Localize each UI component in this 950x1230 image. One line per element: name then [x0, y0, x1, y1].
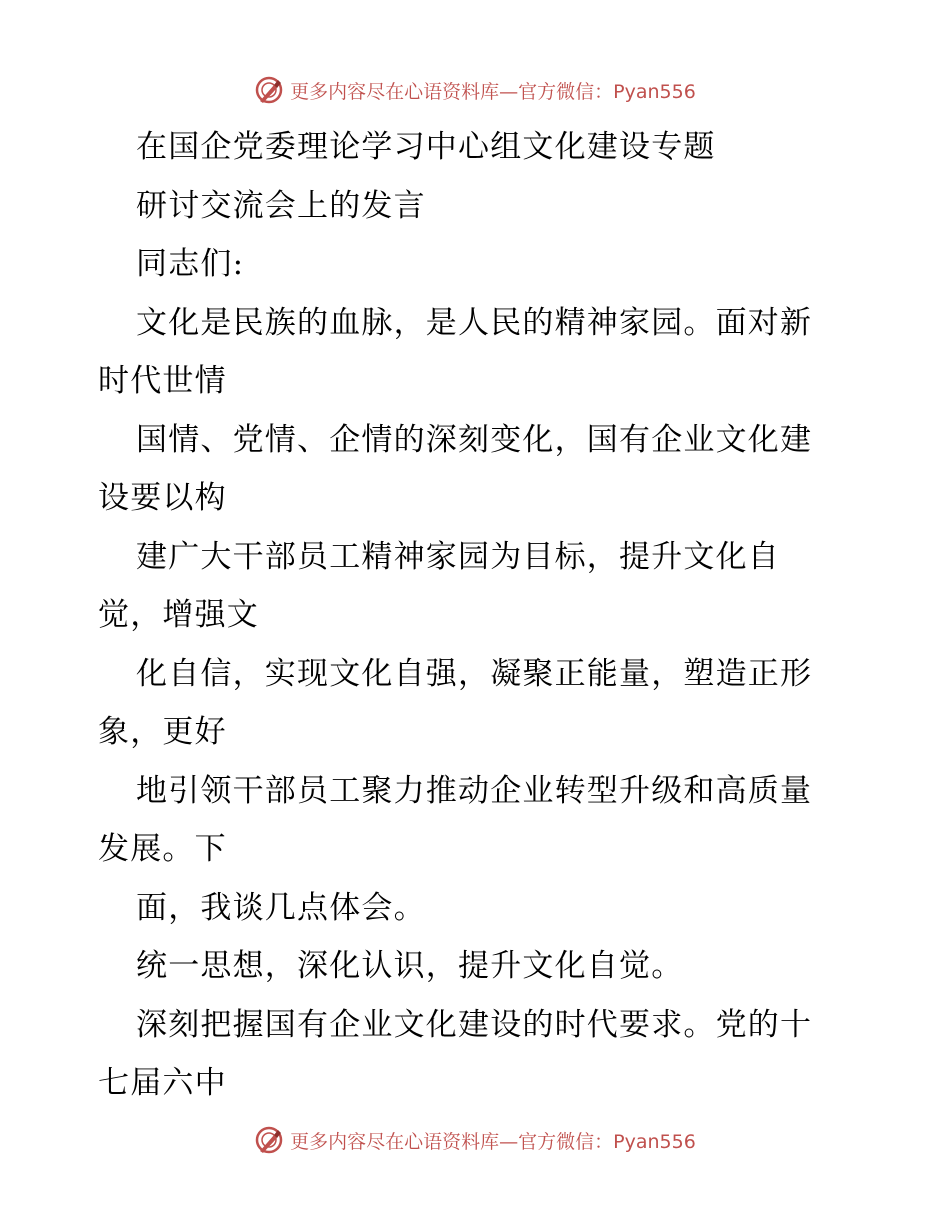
- text-line: 文化是民族的血脉，是人民的精神家园。面对新: [136, 304, 813, 341]
- text-line: 在国企党委理论学习中心组文化建设专题: [136, 129, 716, 165]
- text-line: 觉，增强文: [98, 597, 259, 633]
- pen-logo-icon: [254, 1125, 284, 1155]
- document-body: [98, 118, 858, 1113]
- text-line: 统一思想，深化认识，提升文化自觉。: [136, 948, 684, 984]
- watermark-text: 更多内容尽在心语资料库—官方微信：Pyan556: [290, 80, 696, 103]
- text-line: 发展。下: [98, 831, 227, 867]
- text-line: 建广大干部员工精神家园为目标，提升文化自: [136, 538, 780, 575]
- watermark-text: 更多内容尽在心语资料库—官方微信：Pyan556: [290, 1130, 696, 1153]
- pen-logo-icon: [254, 75, 284, 105]
- text-line: 时代世情: [98, 363, 227, 399]
- text-line: 国情、党情、企情的深刻变化，国有企业文化建: [136, 421, 813, 458]
- footer-watermark: [0, 1122, 950, 1158]
- text-line: 地引领干部员工聚力推动企业转型升级和高质量: [136, 772, 813, 809]
- text-line: 设要以构: [98, 480, 227, 516]
- header-watermark: [0, 72, 950, 108]
- text-line: 同志们:: [136, 246, 245, 282]
- text-line: 化自信，实现文化自强，凝聚正能量，塑造正形: [136, 655, 813, 692]
- text-line: 象，更好: [98, 714, 227, 750]
- text-line: 深刻把握国有企业文化建设的时代要求。党的十: [136, 1006, 813, 1043]
- text-line: 面，我谈几点体会。: [136, 889, 426, 926]
- text-line: 七届六中: [98, 1065, 227, 1101]
- text-line: 研讨交流会上的发言: [136, 187, 426, 224]
